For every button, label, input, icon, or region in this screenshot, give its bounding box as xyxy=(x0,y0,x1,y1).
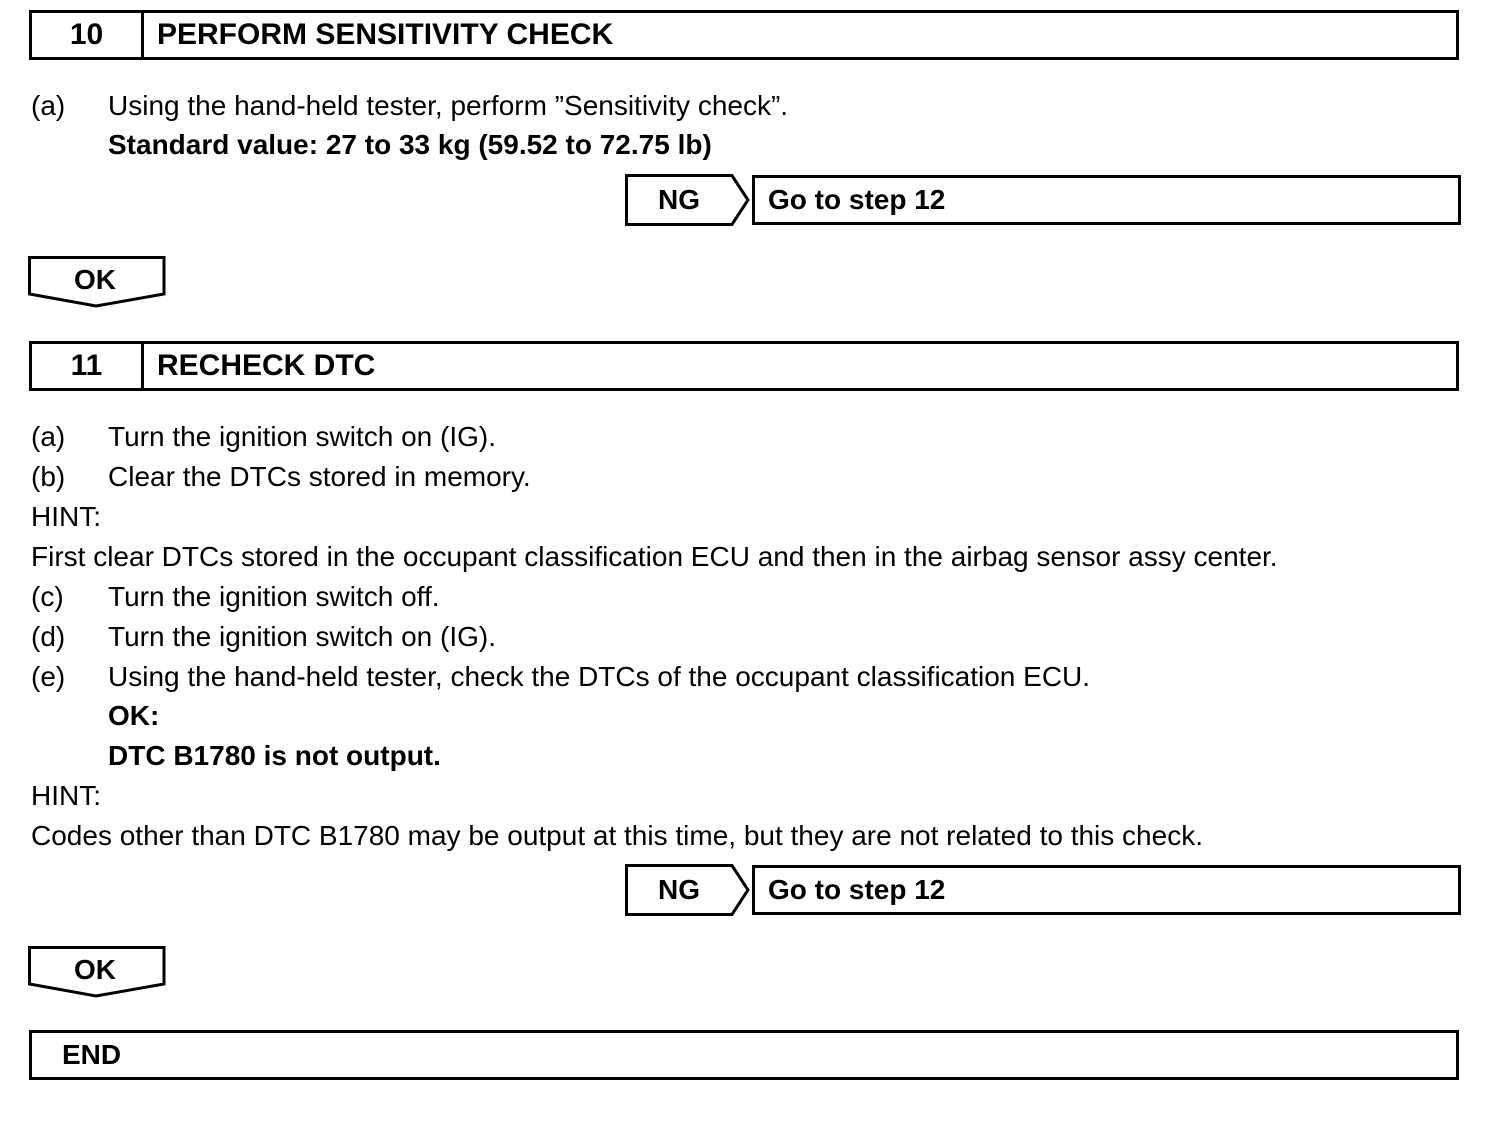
step-11-title: RECHECK DTC xyxy=(157,349,376,382)
step-11-number: 11 xyxy=(32,344,144,388)
step-11-item-b-marker: (b) xyxy=(31,461,66,492)
step-11-ng-label: NG xyxy=(658,874,700,905)
step-11-item-d-marker: (d) xyxy=(31,621,66,652)
step-11-item-e-marker: (e) xyxy=(31,661,66,692)
step-11-ng-goto[interactable]: Go to step 12 xyxy=(752,865,1461,915)
step-10-ng-label: NG xyxy=(658,184,700,215)
step-11-item-c-marker: (c) xyxy=(31,581,64,612)
step-10-item-a-text: Using the hand-held tester, perform ”Sensitivity check”. xyxy=(108,90,789,121)
step-11-item-c-text: Turn the ignition switch off. xyxy=(108,581,440,612)
step-11-header xyxy=(29,341,1459,391)
step-10-item-a-marker: (a) xyxy=(31,90,66,121)
step-10-header xyxy=(29,10,1459,60)
end-box: END xyxy=(29,1030,1459,1080)
step-11-item-d-text: Turn the ignition switch on (IG). xyxy=(108,621,497,652)
step-10-title: PERFORM SENSITIVITY CHECK xyxy=(157,18,614,51)
ok-criteria-condition: DTC B1780 is not output. xyxy=(108,740,441,771)
step-10-ng-goto[interactable]: Go to step 12 xyxy=(752,175,1461,225)
step-11-ok-label[interactable]: OK xyxy=(74,954,116,985)
standard-value-text: Standard value: 27 to 33 kg (59.52 to 72.75 lb) xyxy=(108,129,712,160)
hint-2-text: Codes other than DTC B1780 may be output at this time, but they are not related to this check. xyxy=(31,820,1203,851)
step-11-item-a-text: Turn the ignition switch on (IG). xyxy=(108,421,497,452)
step-11-item-a-marker: (a) xyxy=(31,421,66,452)
hint-1-text: First clear DTCs stored in the occupant classification ECU and then in the airbag sensor assy center. xyxy=(31,541,1278,572)
step-10-ok-label[interactable]: OK xyxy=(74,264,116,295)
step-11-item-b-text: Clear the DTCs stored in memory. xyxy=(108,461,531,492)
step-10-number: 10 xyxy=(32,13,144,57)
hint-1-label: HINT: xyxy=(31,501,101,532)
ok-criteria-heading: OK: xyxy=(108,700,160,731)
step-11-item-e-text: Using the hand-held tester, check the DTCs of the occupant classification ECU. xyxy=(108,661,1091,692)
hint-2-label: HINT: xyxy=(31,780,101,811)
